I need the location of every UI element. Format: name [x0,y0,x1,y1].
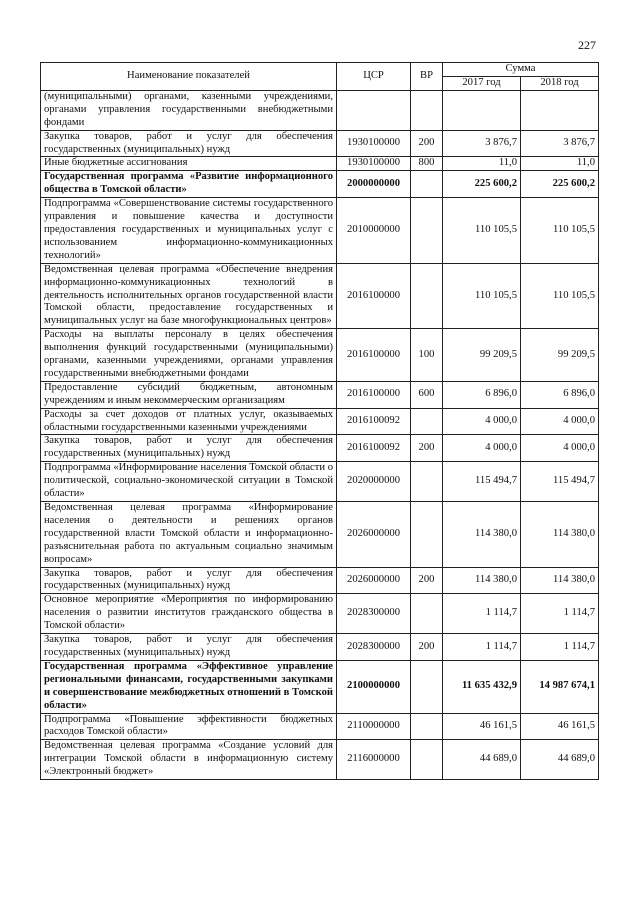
table-row [41,198,599,264]
row-sum-2017: 114 380,0 [443,567,521,594]
row-vr-code: 800 [411,157,443,171]
row-csr-code: 2026000000 [337,502,411,568]
table-row [41,435,599,462]
row-sum-2017 [443,90,521,130]
row-csr-code: 1930100000 [337,130,411,157]
row-sum-2018 [521,90,599,130]
row-csr-code: 2028300000 [337,634,411,661]
header-vr: ВР [411,63,443,91]
table-row [41,567,599,594]
row-csr-code: 2026000000 [337,567,411,594]
row-csr-code: 2020000000 [337,462,411,502]
row-sum-2017: 46 161,5 [443,713,521,740]
row-name: Расходы за счет доходов от платных услуг, оказываемых областными государственными казенными учреждениями [41,408,337,435]
row-csr-code: 2016100000 [337,381,411,408]
row-vr-code: 100 [411,329,443,382]
row-vr-code [411,171,443,198]
row-csr-code: 2000000000 [337,171,411,198]
row-name: Закупка товаров, работ и услуг для обеспечения государственных (муниципальных) нужд [41,130,337,157]
page-number: 227 [578,38,596,52]
row-sum-2018: 114 380,0 [521,567,599,594]
row-sum-2018: 99 209,5 [521,329,599,382]
budget-table [40,62,599,780]
row-sum-2018: 11,0 [521,157,599,171]
row-sum-2018: 114 380,0 [521,502,599,568]
row-vr-code: 200 [411,634,443,661]
row-sum-2018: 110 105,5 [521,198,599,264]
row-sum-2017: 225 600,2 [443,171,521,198]
row-name: Расходы на выплаты персоналу в целях обеспечения выполнения функций государственными (муниципальными) органами, казенными учреждениями, органами управления государственными внебюджетными фондами [41,329,337,382]
table-row [41,130,599,157]
row-csr-code: 2028300000 [337,594,411,634]
row-vr-code [411,462,443,502]
row-sum-2018: 44 689,0 [521,740,599,780]
row-name: Закупка товаров, работ и услуг для обеспечения государственных (муниципальных) нужд [41,567,337,594]
table-row [41,713,599,740]
table-row [41,171,599,198]
row-sum-2017: 4 000,0 [443,435,521,462]
row-vr-code [411,90,443,130]
row-vr-code [411,594,443,634]
row-sum-2017: 115 494,7 [443,462,521,502]
row-sum-2017: 110 105,5 [443,263,521,329]
row-vr-code [411,740,443,780]
table-body [41,90,599,779]
table-row [41,462,599,502]
header-sum: Сумма [443,63,599,77]
row-sum-2018: 110 105,5 [521,263,599,329]
row-vr-code: 200 [411,130,443,157]
row-name: (муниципальными) органами, казенными учреждениями, органами управления государственными внебюджетными фондами [41,90,337,130]
header-csr: ЦСР [337,63,411,91]
row-sum-2017: 1 114,7 [443,594,521,634]
row-csr-code: 2110000000 [337,713,411,740]
row-sum-2017: 99 209,5 [443,329,521,382]
header-year-2018: 2018 год [521,77,599,91]
row-sum-2017: 3 876,7 [443,130,521,157]
row-vr-code [411,408,443,435]
row-sum-2017: 44 689,0 [443,740,521,780]
row-sum-2018: 14 987 674,1 [521,660,599,713]
row-sum-2017: 11 635 432,9 [443,660,521,713]
table-row [41,157,599,171]
row-sum-2017: 114 380,0 [443,502,521,568]
row-sum-2017: 6 896,0 [443,381,521,408]
row-csr-code: 2016100000 [337,263,411,329]
row-sum-2018: 4 000,0 [521,408,599,435]
row-sum-2018: 1 114,7 [521,594,599,634]
row-sum-2018: 3 876,7 [521,130,599,157]
row-csr-code: 2016100092 [337,435,411,462]
row-csr-code: 2016100092 [337,408,411,435]
row-name: Ведомственная целевая программа «Информирование населения о деятельности и решениях органов государственной власти Томской области и информационно-разъяснительная работа по актуальным социально значимым вопросам» [41,502,337,568]
row-name: Подпрограмма «Повышение эффективности бюджетных расходов Томской области» [41,713,337,740]
row-sum-2018: 4 000,0 [521,435,599,462]
row-csr-code: 2010000000 [337,198,411,264]
table-row [41,502,599,568]
row-vr-code [411,713,443,740]
row-name: Подпрограмма «Совершенствование системы государственного управления и повышение качества и доступности предоставления государственных и муниципальных услуг с использованием информационно-коммуникационных технологий» [41,198,337,264]
row-vr-code: 200 [411,567,443,594]
row-sum-2017: 11,0 [443,157,521,171]
table-row [41,634,599,661]
table-row [41,660,599,713]
row-name: Государственная программа «Развитие информационного общества в Томской области» [41,171,337,198]
row-vr-code: 200 [411,435,443,462]
row-name: Иные бюджетные ассигнования [41,157,337,171]
row-sum-2017: 4 000,0 [443,408,521,435]
row-csr-code: 2016100000 [337,329,411,382]
table-row [41,263,599,329]
row-vr-code [411,660,443,713]
row-name: Основное мероприятие «Мероприятия по информированию населения о развитии институтов гражданского общества в Томской области» [41,594,337,634]
row-sum-2018: 115 494,7 [521,462,599,502]
row-csr-code: 2116000000 [337,740,411,780]
row-sum-2018: 46 161,5 [521,713,599,740]
row-vr-code [411,198,443,264]
row-name: Закупка товаров, работ и услуг для обеспечения государственных (муниципальных) нужд [41,634,337,661]
row-sum-2017: 110 105,5 [443,198,521,264]
row-sum-2018: 6 896,0 [521,381,599,408]
table-row [41,740,599,780]
row-sum-2018: 1 114,7 [521,634,599,661]
row-vr-code: 600 [411,381,443,408]
row-name: Закупка товаров, работ и услуг для обеспечения государственных (муниципальных) нужд [41,435,337,462]
row-sum-2017: 1 114,7 [443,634,521,661]
table-row [41,381,599,408]
row-name: Государственная программа «Эффективное управление региональными финансами, государственными закупками и совершенствование межбюджетных отношений в Томской области» [41,660,337,713]
row-name: Ведомственная целевая программа «Обеспечение внедрения информационно-коммуникационных технологий в деятельность исполнительных органов государственной власти Томской области, предоставление государственных и муниципальных услуг на базе многофункциональных центров» [41,263,337,329]
row-name: Подпрограмма «Информирование населения Томской области о политической, социально-экономической ситуации в Томской области» [41,462,337,502]
row-csr-code [337,90,411,130]
row-sum-2018: 225 600,2 [521,171,599,198]
header-name: Наименование показателей [41,63,337,91]
row-csr-code: 2100000000 [337,660,411,713]
row-name: Предоставление субсидий бюджетным, автономным учреждениям и иным некоммерческим организациям [41,381,337,408]
row-name: Ведомственная целевая программа «Создание условий для интеграции Томской области в информационную систему «Электронный бюджет» [41,740,337,780]
table-row [41,408,599,435]
row-csr-code: 1930100000 [337,157,411,171]
header-year-2017: 2017 год [443,77,521,91]
table-row [41,90,599,130]
table-row [41,329,599,382]
row-vr-code [411,502,443,568]
table-row [41,594,599,634]
row-vr-code [411,263,443,329]
